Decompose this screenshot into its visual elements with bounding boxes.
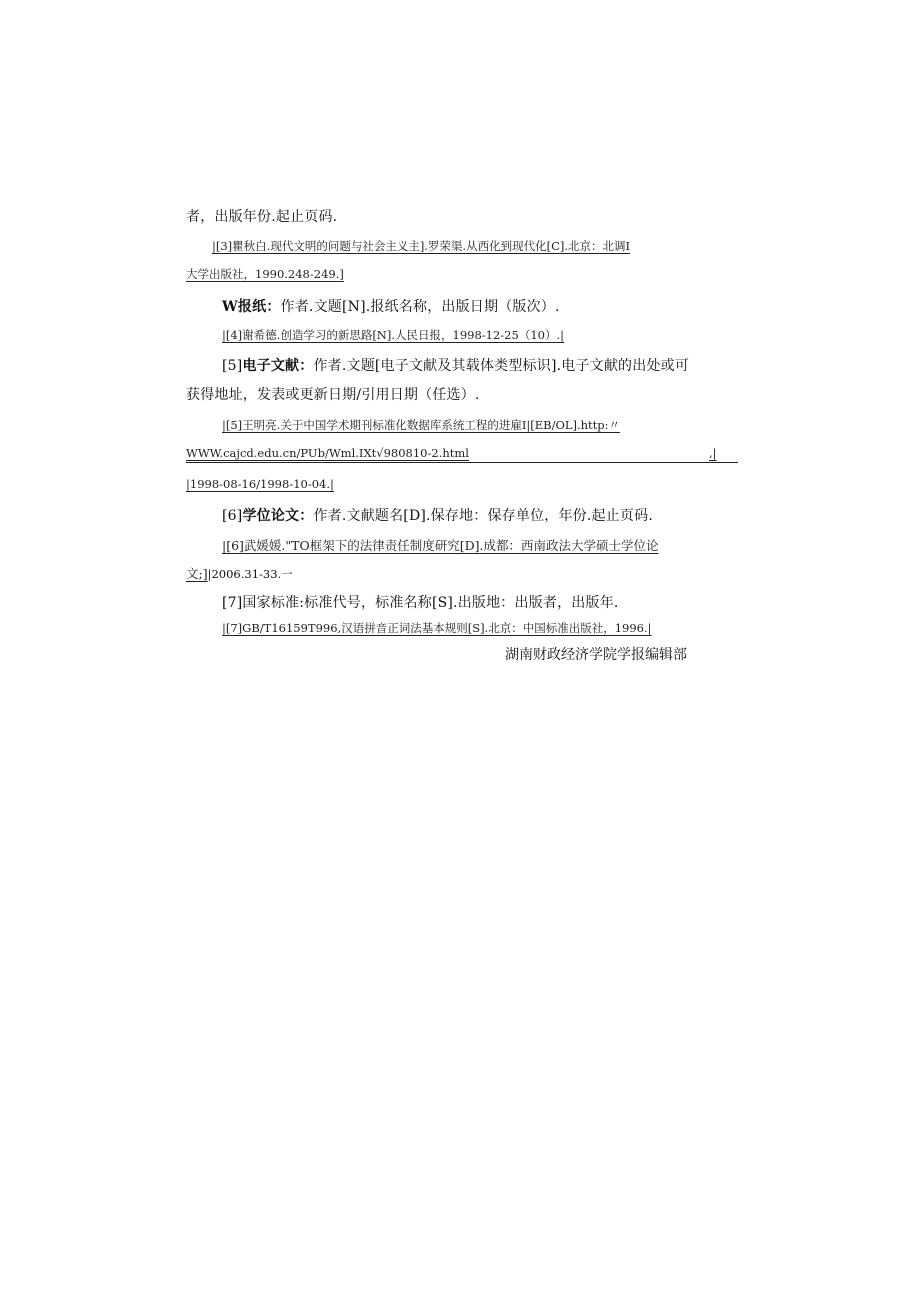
separator-rule <box>186 462 738 463</box>
editorial-department-signature: 湖南财政经济学院学报编辑部 <box>505 647 687 663</box>
example-reference-5-line3: |1998-08-16/1998-10-04.| <box>186 477 334 491</box>
publisher-format-continuation: 者，出版年份.起止页码. <box>186 209 338 225</box>
example-reference-3-line2: 大学出版社，1990.248-249.] <box>186 267 344 281</box>
electronic-number: [5] <box>222 358 243 374</box>
example-reference-7: |[7]GB/T16159T996,汉语拼音正词法基本规则[S].北京：中国标准出版社，1996.| <box>222 621 652 635</box>
example-reference-6-end: 文;] <box>186 566 208 581</box>
example-reference-6-pages: |2006.31-33.一 <box>207 567 293 581</box>
example-reference-5-line1: |[5]王明亮.关于中国学术期刊标准化数据库系统工程的进雇I|[EB/OL].http:〃 <box>222 418 621 432</box>
newspaper-format-rule <box>222 296 560 316</box>
electronic-format-rule-line2: 获得地址，发表或更新日期/引用日期（任选）. <box>186 387 480 403</box>
example-reference-5-line2-end: ,| <box>709 446 717 460</box>
newspaper-label: W报纸： <box>222 299 281 315</box>
standard-format-rule: [7]国家标准:标准代号，标准名称[S].出版地：出版者，出版年. <box>222 595 619 611</box>
example-reference-4: |[4]谢希德.创造学习的新思路[N].人民日报，1998-12-25（10）.| <box>222 328 564 342</box>
thesis-format-text: 作者.文献题名[D].保存地：保存单位，年份.起止页码. <box>313 508 653 524</box>
example-reference-5-line2 <box>186 446 469 460</box>
example-reference-6-line1: |[6]武媛媛."TO框架下的法律责任制度研究[D].成都：西南政法大学硕士学位论 <box>222 538 659 553</box>
electronic-format-rule-line1 <box>222 355 689 375</box>
example-reference-3-line1: |[3]瞿秋白.现代文明的问题与社会主义主].罗荣渠.从西化到现代化[C].北京：北调I <box>212 239 631 253</box>
electronic-label: 电子文献： <box>242 358 314 374</box>
newspaper-format-text: 作者.文题[N].报纸名称，出版日期（版次）. <box>280 299 560 315</box>
example-reference-6-line2 <box>186 564 293 582</box>
thesis-number: [6] <box>222 508 243 524</box>
thesis-format-rule <box>222 505 653 525</box>
example-reference-5-url: WWW.cajcd.edu.cn/PUb/Wml.IXt√980810-2.html <box>186 446 469 460</box>
electronic-format-text: 作者.文题[电子文献及其载体类型标识].电子文献的出处或可 <box>313 358 690 374</box>
thesis-label: 学位论文： <box>242 508 314 524</box>
